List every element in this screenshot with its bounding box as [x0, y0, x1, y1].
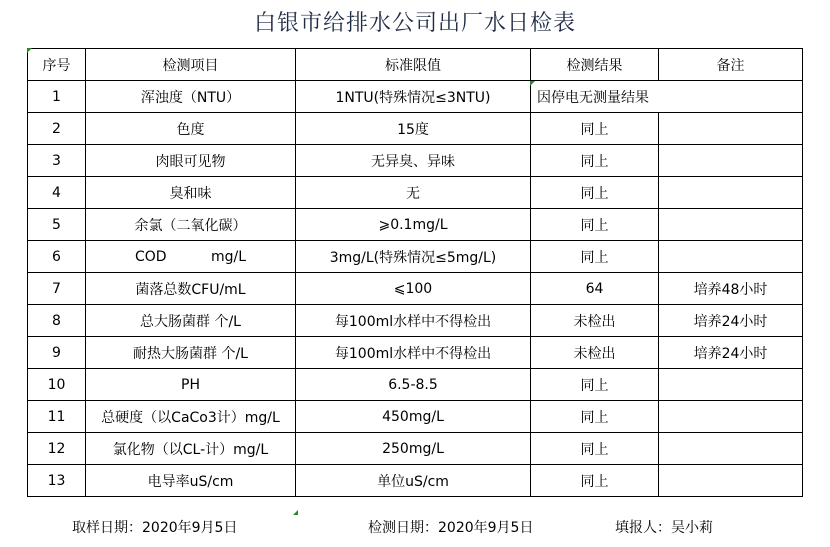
row-number: 10: [28, 369, 86, 401]
test-item: 氯化物（以CL-计）mg/L: [86, 433, 296, 465]
standard-limit: 无异臭、异味: [296, 145, 531, 177]
header-cell: 检测项目: [86, 49, 296, 81]
cell-marker: [293, 510, 298, 515]
test-result: 同上: [531, 177, 659, 209]
table-row: [28, 241, 803, 273]
row-number: 6: [28, 241, 86, 273]
table-row: [28, 81, 803, 113]
row-number: 13: [28, 465, 86, 497]
row-number: 4: [28, 177, 86, 209]
test-result: 未检出: [531, 337, 659, 369]
test-item: 耐热大肠菌群 个/L: [86, 337, 296, 369]
table-row: [28, 465, 803, 497]
remark: 培养24小时: [659, 337, 803, 369]
table-row: [28, 369, 803, 401]
standard-limit: 无: [296, 177, 531, 209]
row-number: 9: [28, 337, 86, 369]
remark: [659, 177, 803, 209]
header-cell: 备注: [659, 49, 803, 81]
test-result: 同上: [531, 113, 659, 145]
remark: [659, 465, 803, 497]
remark: [659, 209, 803, 241]
remark: [659, 433, 803, 465]
header-cell: 标准限值: [296, 49, 531, 81]
standard-limit: 3mg/L(特殊情况≤5mg/L): [296, 241, 531, 273]
standard-limit: 单位uS/cm: [296, 465, 531, 497]
standard-limit: 1NTU(特殊情况≤3NTU): [296, 81, 531, 113]
test-result: 同上: [531, 401, 659, 433]
test-item: 电导率uS/cm: [86, 465, 296, 497]
cell-marker: [27, 48, 32, 53]
remark: [659, 241, 803, 273]
row-number: 11: [28, 401, 86, 433]
test-result: 同上: [531, 209, 659, 241]
row-number: 5: [28, 209, 86, 241]
test-result: 同上: [531, 241, 659, 273]
cell-marker: [530, 81, 535, 86]
sample-date: 取样日期：2020年9月5日: [72, 520, 238, 536]
test-result: 同上: [531, 145, 659, 177]
test-item: 总大肠菌群 个/L: [86, 305, 296, 337]
row-number: 3: [28, 145, 86, 177]
remark: [659, 113, 803, 145]
standard-limit: ⩽100: [296, 273, 531, 305]
table-row: [28, 273, 803, 305]
test-item: 浑浊度（NTU）: [86, 81, 296, 113]
test-result: 同上: [531, 433, 659, 465]
header-cell: 检测结果: [531, 49, 659, 81]
standard-limit: ⩾0.1mg/L: [296, 209, 531, 241]
test-result: 同上: [531, 465, 659, 497]
table-row: [28, 433, 803, 465]
standard-limit: 每100ml水样中不得检出: [296, 305, 531, 337]
test-item: 臭和味: [86, 177, 296, 209]
standard-limit: 每100ml水样中不得检出: [296, 337, 531, 369]
remark: [659, 401, 803, 433]
row-number: 2: [28, 113, 86, 145]
standard-limit: 450mg/L: [296, 401, 531, 433]
test-result: 未检出: [531, 305, 659, 337]
test-date: 检测日期：2020年9月5日: [368, 520, 534, 536]
inspection-table: [27, 48, 803, 497]
table-row: [28, 113, 803, 145]
standard-limit: 250mg/L: [296, 433, 531, 465]
test-item: 菌落总数CFU/mL: [86, 273, 296, 305]
remark: 培养24小时: [659, 305, 803, 337]
remark: [659, 145, 803, 177]
test-result: 同上: [531, 369, 659, 401]
test-result: 因停电无测量结果: [531, 81, 803, 113]
table-row: [28, 145, 803, 177]
row-number: 12: [28, 433, 86, 465]
header-row: [28, 49, 803, 81]
page-title: 白银市给排水公司出厂水日检表: [253, 11, 576, 36]
standard-limit: 6.5-8.5: [296, 369, 531, 401]
row-number: 1: [28, 81, 86, 113]
standard-limit: 15度: [296, 113, 531, 145]
test-item: PH: [86, 369, 296, 401]
reporter: 填报人：吴小莉: [615, 520, 713, 536]
table-row: [28, 305, 803, 337]
test-item: 色度: [86, 113, 296, 145]
test-item: 总硬度（以CaCo3计）mg/L: [86, 401, 296, 433]
row-number: 8: [28, 305, 86, 337]
table-row: [28, 209, 803, 241]
remark: [659, 369, 803, 401]
remark: 培养48小时: [659, 273, 803, 305]
table-row: [28, 177, 803, 209]
row-number: 7: [28, 273, 86, 305]
table-row: [28, 337, 803, 369]
test-item: COD mg/L: [86, 241, 296, 273]
test-item: 肉眼可见物: [86, 145, 296, 177]
table-row: [28, 401, 803, 433]
test-result: 64: [531, 273, 659, 305]
header-cell: 序号: [28, 49, 86, 81]
test-item: 余氯（二氧化碳）: [86, 209, 296, 241]
